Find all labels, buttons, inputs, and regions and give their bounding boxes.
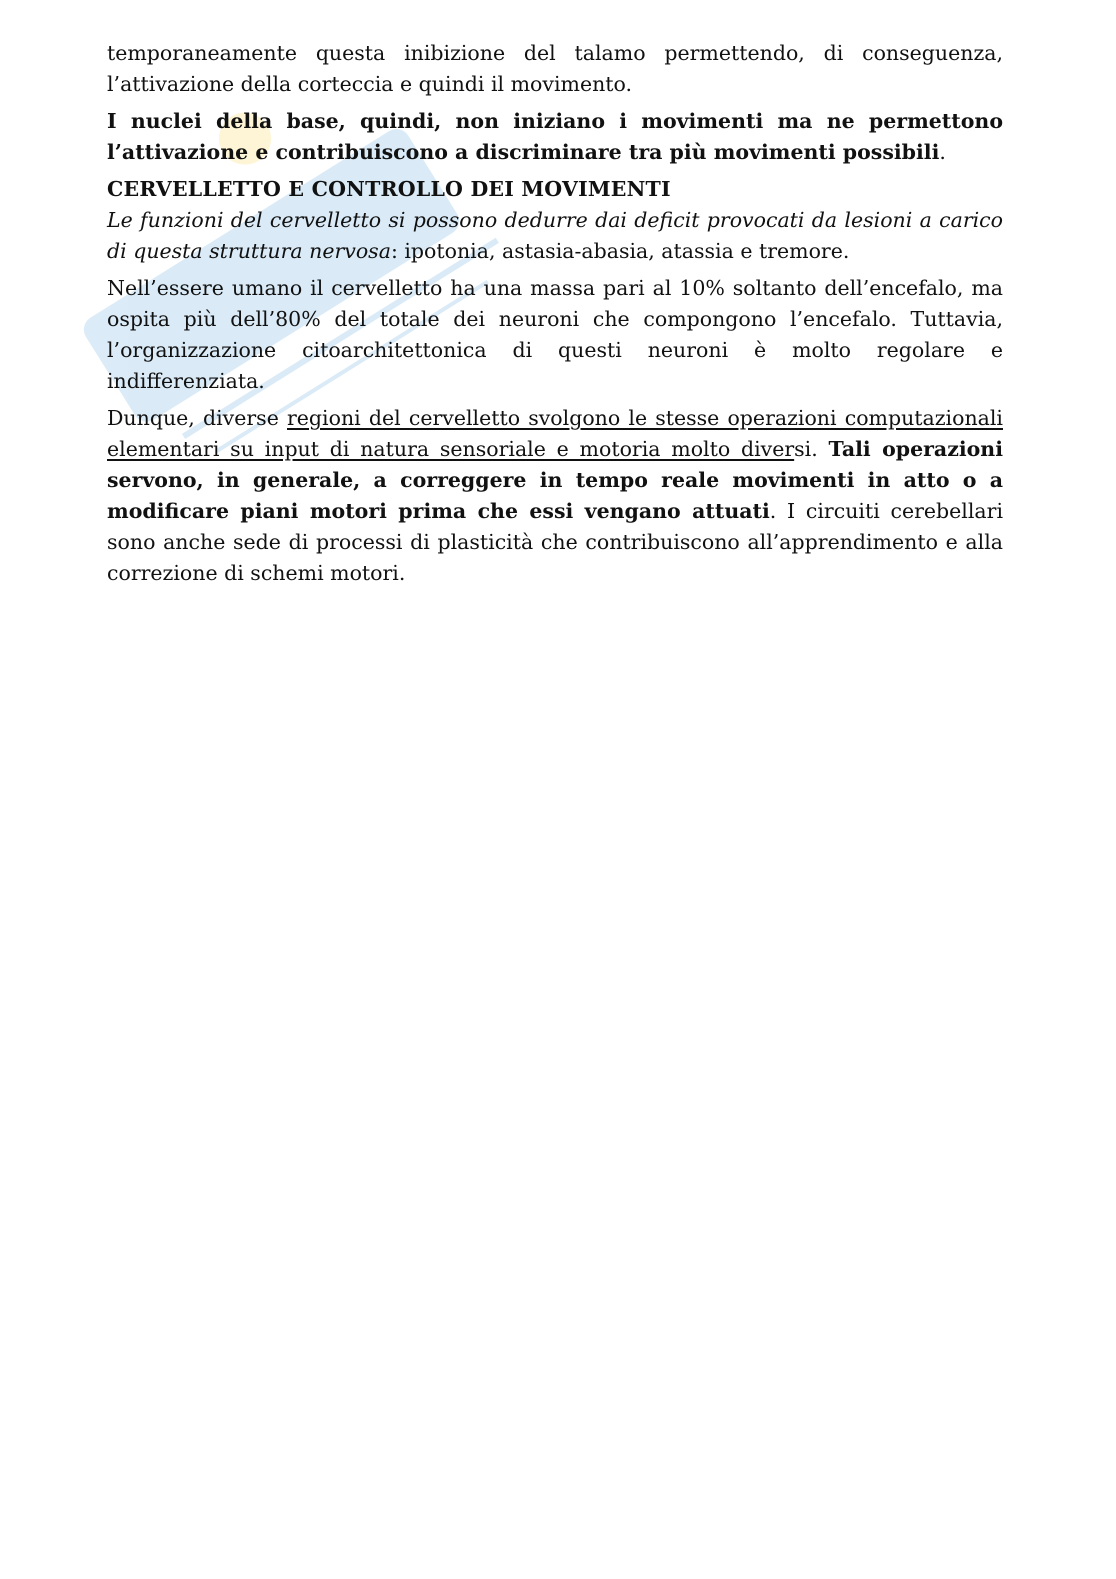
operations-bold: Tali operazioni servono, in generale, a correggere in tempo reale movimenti in atto o a modificare piani motori prima che essi vengano attuati xyxy=(107,437,1004,523)
basal-ganglia-tail: . xyxy=(939,140,946,164)
paragraph-basal-ganglia xyxy=(107,106,1003,168)
paragraph-cerebellum-mass: Nell’essere umano il cervelletto ha una massa pari al 10% soltanto dell’encefalo, ma ospita più dell’80% del totale dei neuroni che compongono l’encefalo. Tuttavia, l’organizzazione citoarchitettonica di questi neuroni è molto regolare e indifferenziata. xyxy=(107,276,1003,393)
operations-end: si. xyxy=(794,437,829,461)
cerebellum-deficits: : ipotonia, astasia-abasia, atassia e tremore. xyxy=(390,239,850,263)
basal-ganglia-statement: I nuclei della base, quindi, non iniziano i movimenti ma ne permettono l’attivazione e contribuiscono a discriminare tra più movimenti possibili xyxy=(107,109,1003,164)
document-page xyxy=(107,38,1003,595)
cerebellum-functions-italic: Le funzioni del cervelletto si possono dedurre dai deficit provocati da lesioni a carico di questa struttura nervosa xyxy=(107,208,1003,263)
paragraph-thalamus: temporaneamente questa inibizione del talamo permettendo, di conseguenza, l’attivazione della corteccia e quindi il movimento. xyxy=(107,41,1003,96)
paragraph-cerebellum-operations xyxy=(107,403,1003,589)
section-heading: CERVELLETTO E CONTROLLO DEI MOVIMENTI xyxy=(107,177,671,201)
operations-intro: Dunque, diverse xyxy=(107,406,287,430)
paragraph-cerebellum-functions xyxy=(107,205,1003,267)
operations-underlined: regioni del cervelletto svolgono le stesse operazioni computazionali elementari su input di natura sensoriale e motoria molto diver xyxy=(107,406,1003,461)
operations-rest: . I circuiti cerebellari sono anche sede di processi di plasticità che contribuiscono all’apprendimento e alla correzione di schemi motori. xyxy=(107,499,1003,585)
